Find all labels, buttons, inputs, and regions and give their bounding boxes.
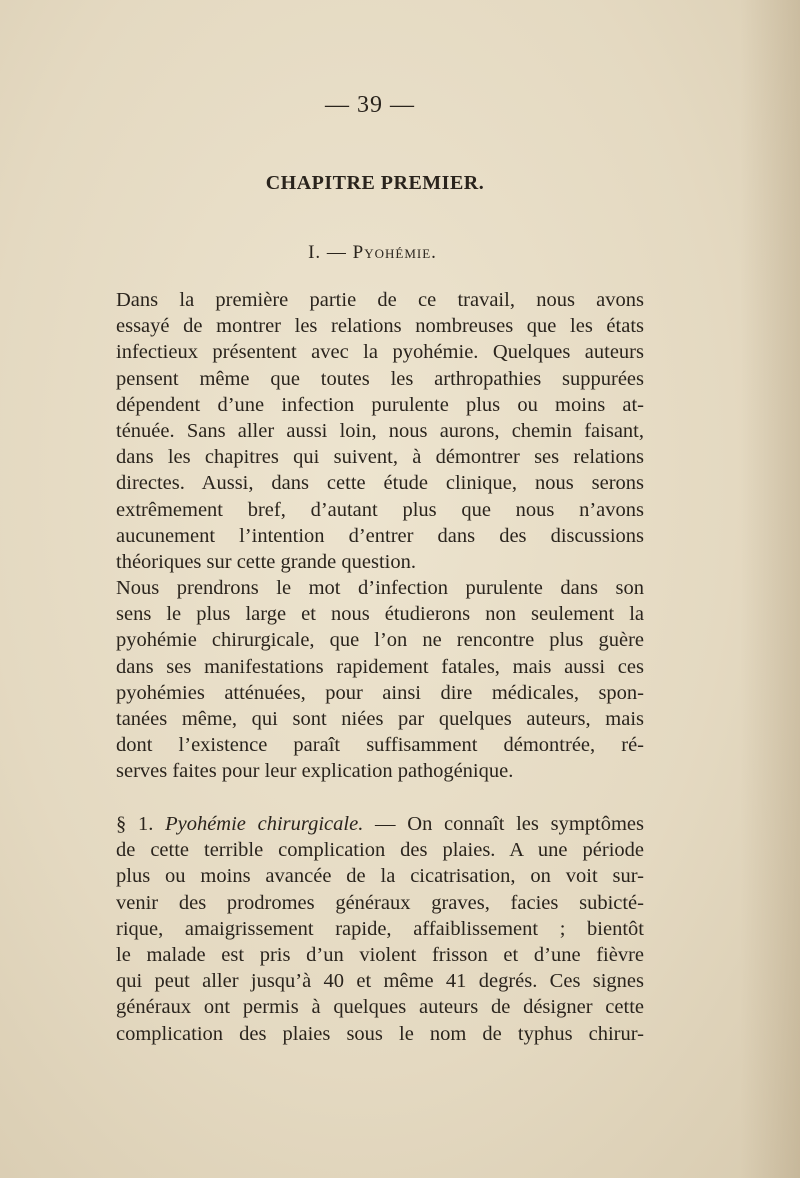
text-line: tanées même, qui sont niées par quelques auteurs, mais [116, 708, 644, 731]
text-line: dans les chapitres qui suivent, à démontrer ses relations [116, 446, 644, 469]
page-number: — 39 — [325, 92, 415, 118]
text-line: essayé de montrer les relations nombreuses que les états [116, 315, 644, 338]
text-line: généraux ont permis à quelques auteurs de désigner cette [116, 996, 644, 1019]
paragraph-1 [116, 287, 644, 575]
text-line: le malade est pris d’un violent frisson et d’une fièvre [116, 944, 644, 967]
text-line: pensent même que toutes les arthropathies suppurées [116, 367, 644, 390]
text-line: dépendent d’une infection purulente plus ou moins at- [116, 393, 644, 416]
text-line: venir des prodromes généraux graves, facies subicté- [116, 891, 644, 914]
text-line: de cette terrible complication des plaies. A une période [116, 839, 644, 862]
text-line: Nous prendrons le mot d’infection purulente dans son [116, 577, 644, 599]
subsection-title: Pyohémie chirurgicale. [165, 813, 364, 835]
text-line-runin [116, 811, 644, 837]
text-line: extrêmement bref, d’autant plus que nous n’avons [116, 498, 644, 521]
text-line: pyohémie chirurgicale, que l’on ne rencontre plus guère [116, 629, 644, 652]
text-line: directes. Aussi, dans cette étude clinique, nous serons [116, 472, 644, 495]
text-line: plus ou moins avancée de la cicatrisation, on voit sur- [116, 865, 644, 888]
text-line: théoriques sur cette grande question. [116, 551, 417, 574]
text-line: qui peut aller jusqu’à 40 et même 41 degrés. Ces signes [116, 970, 644, 993]
text-line: dont l’existence paraît suffisamment démontrée, ré- [116, 734, 644, 757]
chapter-title: CHAPITRE PREMIER. [265, 172, 485, 194]
text-line: infectieux présentent avec la pyohémie. Quelques auteurs [116, 341, 644, 364]
text-line: pyohémies atténuées, pour ainsi dire médicales, spon- [116, 681, 644, 704]
section-title: I. — Pyohémie. [308, 242, 437, 263]
paragraph-2 [116, 575, 644, 785]
text-line: complication des plaies sous le nom de typhus chirur- [116, 1022, 644, 1045]
section-number: § 1. [116, 813, 166, 835]
text-line: dans ses manifestations rapidement fatales, mais aussi ces [116, 655, 644, 678]
text-line: Dans la première partie de ce travail, nous avons [116, 289, 644, 311]
text-line: aucunement l’intention d’entrer dans des discussions [116, 524, 644, 547]
paragraph-3 [116, 811, 644, 1047]
text-line: sens le plus large et nous étudierons non seulement la [116, 603, 644, 626]
runin-continuation: — On connaît les symptômes [363, 813, 644, 835]
text-line: rique, amaigrissement rapide, affaiblissement ; bientôt [116, 917, 644, 940]
text-line: ténuée. Sans aller aussi loin, nous aurons, chemin faisant, [116, 420, 644, 443]
text-line: serves faites pour leur explication pathogénique. [116, 760, 514, 783]
